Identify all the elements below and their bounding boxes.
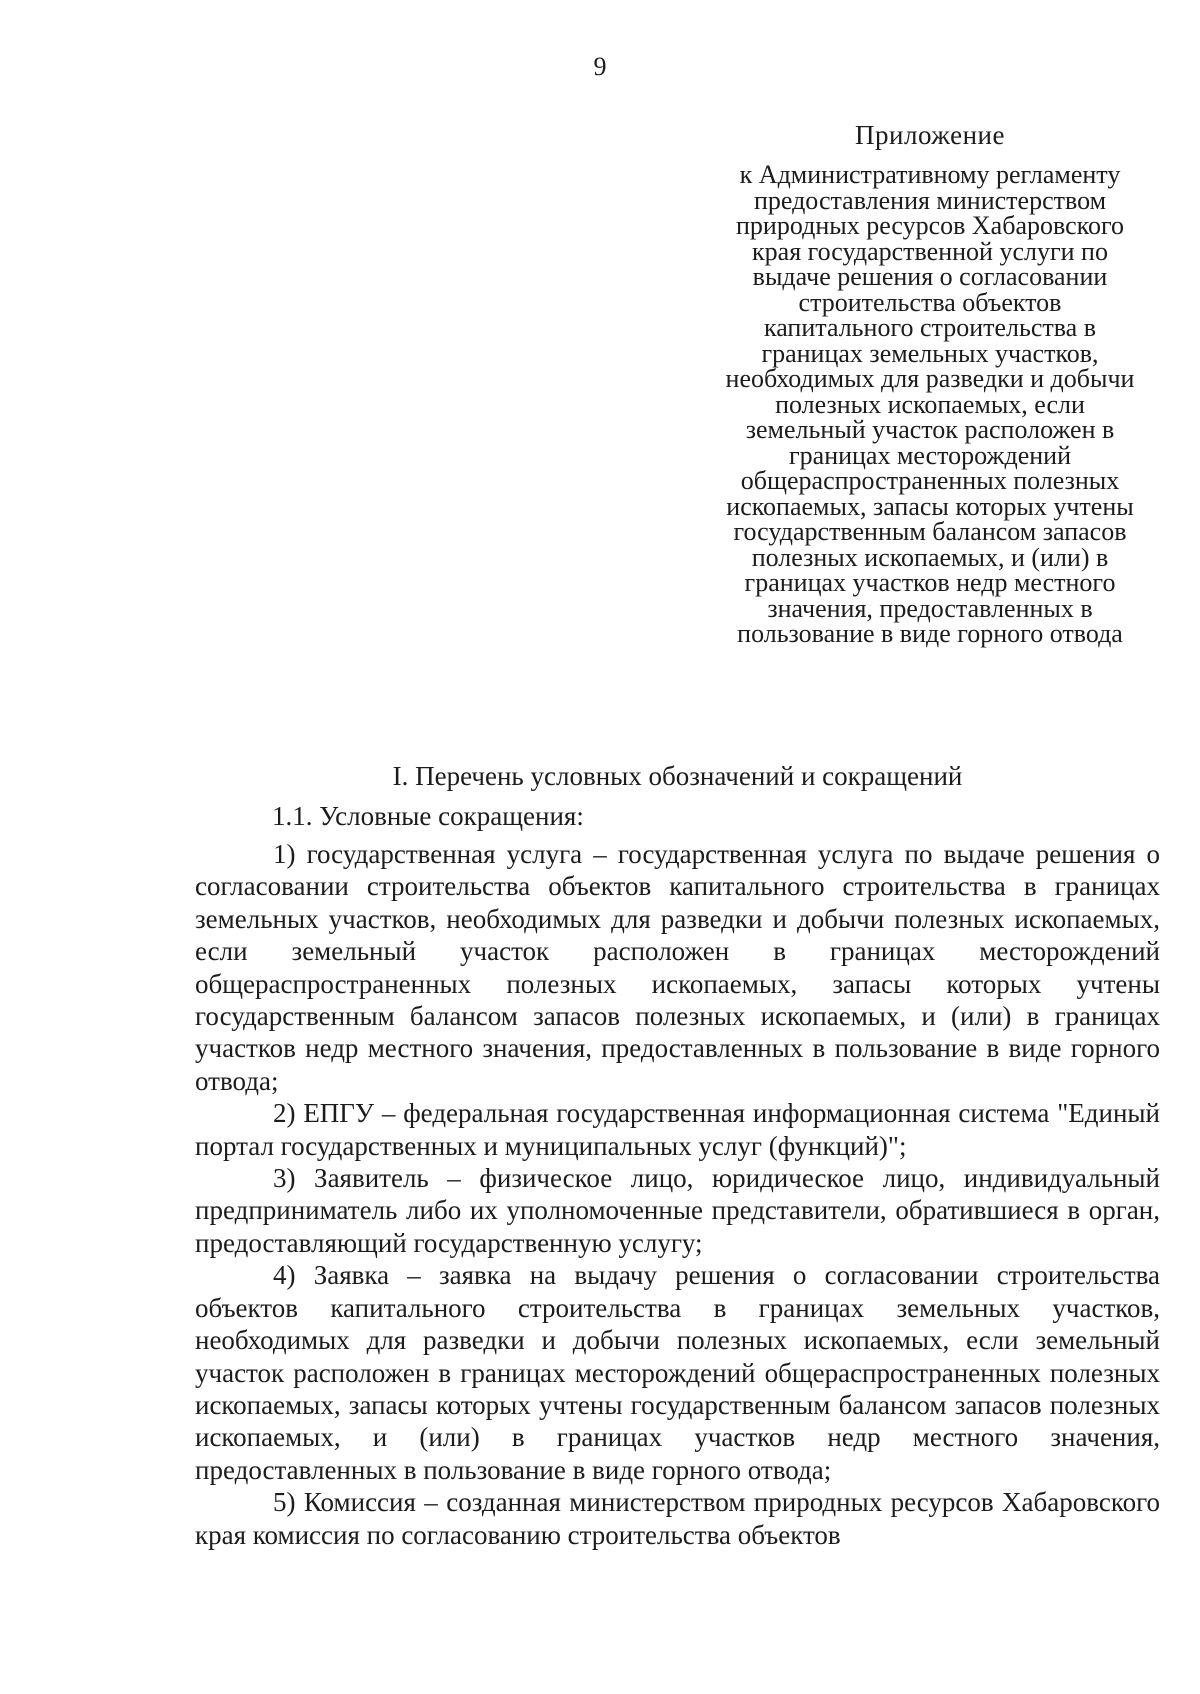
paragraph-item-1: 1) государственная услуга – государственная услуга по выдаче решения о согласовании строительства объектов капитального строительства в границах земельных участков, необходимых для разведки и добычи полезных ископаемых, если земельный участок расположен в границах месторождений общераспространенных полезных ископаемых, запасы которых учтены государственным балансом запасов полезных ископаемых, и (или) в границах участков недр местного значения, предоставленных в пользование в виде горного отвода;	[195, 839, 1160, 1096]
appendix-caption-line: к Административному регламенту	[739, 160, 1121, 189]
appendix-caption-line: пользование в виде горного отвода	[737, 619, 1123, 648]
appendix-caption-line: границах участков недр местного	[744, 568, 1116, 597]
appendix-title: Приложение	[855, 120, 1005, 150]
appendix-caption-line: значения, предоставленных в	[767, 593, 1093, 623]
appendix-caption-line: капитального строительства в	[764, 313, 1096, 342]
appendix-caption-line: выдаче решения о согласовании	[752, 262, 1108, 291]
appendix-caption-line: строительства объектов	[798, 287, 1062, 317]
page-number: 9	[593, 52, 607, 81]
appendix-caption-line: природных ресурсов Хабаровского	[736, 211, 1124, 240]
paragraph-item-5: 5) Комиссия – созданная министерством природных ресурсов Хабаровского края комиссия по согласованию строительства объектов	[195, 1487, 1160, 1550]
body-text	[195, 838, 1160, 1551]
appendix-caption-line: границах месторождений	[788, 440, 1071, 470]
appendix-caption-line: предоставления министерством	[753, 185, 1107, 215]
paragraph-item-3: 3) Заявитель – физическое лицо, юридическое лицо, индивидуальный предприниматель либо их уполномоченные представители, обратившиеся в орган, предоставляющий государственную услугу;	[195, 1163, 1160, 1258]
appendix-caption-line: полезных ископаемых, и (или) в	[751, 542, 1109, 572]
appendix-caption	[700, 162, 1160, 647]
paragraph-item-4: 4) Заявка – заявка на выдачу решения о согласовании строительства объектов капитального строительства в границах земельных участков, необходимых для разведки и добычи полезных ископаемых, если земельный участок расположен в границах месторождений общераспространенных полезных ископаемых, запасы которых учтены государственным балансом запасов полезных ископаемых, и (или) в границах участков недр местного значения, предоставленных в пользование в виде горного отвода;	[195, 1260, 1160, 1485]
paragraph-item-2: 2) ЕПГУ – федеральная государственная информационная система "Единый портал государственных и муниципальных услуг (функций)";	[195, 1098, 1160, 1161]
appendix-caption-line: земельный участок расположен в	[745, 415, 1115, 444]
appendix-caption-line: ископаемых, запасы которых учтены	[726, 491, 1134, 521]
appendix-caption-line: государственным балансом запасов	[733, 517, 1127, 546]
appendix-caption-line: необходимых для разведки и добычи	[725, 364, 1135, 393]
appendix-caption-line: общераспространенных полезных	[740, 466, 1120, 495]
appendix-caption-line: края государственной услуги по	[752, 236, 1108, 266]
subsection-heading: 1.1. Условные сокращения:	[272, 801, 584, 831]
appendix-caption-line: полезных ископаемых, если	[775, 389, 1085, 419]
section-heading: I. Перечень условных обозначений и сокращений	[392, 761, 963, 791]
appendix-caption-line: границах земельных участков,	[761, 338, 1099, 368]
